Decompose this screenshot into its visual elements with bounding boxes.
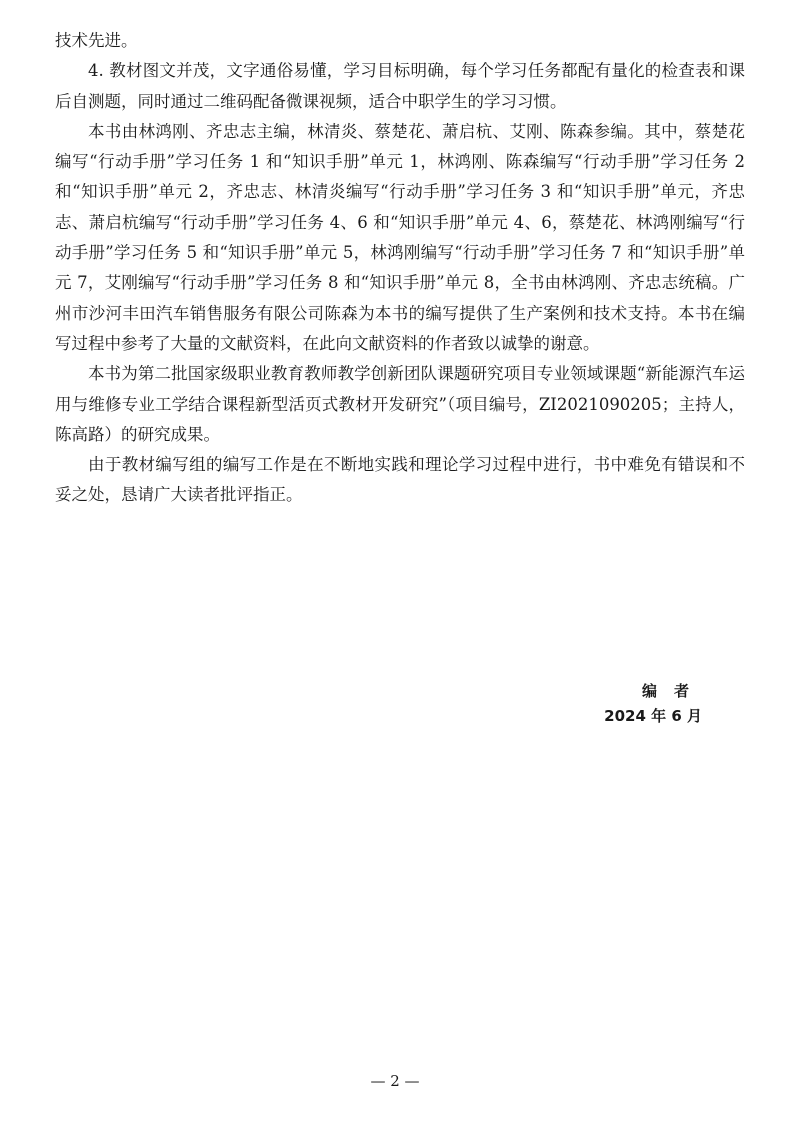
paragraph-feature-4: 4. 教材图文并茂，文字通俗易懂，学习目标明确，每个学习任务都配有量化的检查表和课后自测题，同时通过二维码配备微课视频，适合中职学生的学习习惯。 bbox=[55, 61, 745, 111]
paragraph-continuation: 技术先进。 bbox=[55, 31, 138, 50]
paragraph-apology: 由于教材编写组的编写工作是在不断地实践和理论学习过程中进行，书中难免有错误和不妥之处，恳请广大读者批评指正。 bbox=[55, 455, 745, 505]
signature-block bbox=[604, 679, 702, 729]
page-number: — 2 — bbox=[370, 1072, 420, 1090]
signature-date: 2024 年 6 月 bbox=[604, 707, 702, 725]
paragraph-authors: 本书由林鸿刚、齐忠志主编，林清炎、蔡楚花、萧启杭、艾刚、陈森参编。其中，蔡楚花编写“行动手册”学习任务 1 和“知识手册”单元 1，林鸿刚、陈森编写“行动手册”学习任务 2 和“知识手册”单元 2，齐忠志、林清炎编写“行动手册”学习任务 3 和“知识手册”单元，齐忠志、萧启杭编写“行动手册”学习任务 4、6 和“知识手册”单元 4、6，蔡楚花、林鸿刚编写“行动手册”学习任务 5 和“知识手册”单元 5，林鸿刚编写“行动手册”学习任务 7 和“知识手册”单元 7，艾刚编写“行动手册”学习任务 8 和“知识手册”单元 8，全书由林鸿刚、齐忠志统稿。广州市沙河丰田汽车销售服务有限公司陈森为本书的编写提供了生产案例和技术支持。本书在编写过程中参考了大量的文献资料，在此向文献资料的作者致以诚挚的谢意。 bbox=[55, 121, 745, 353]
signature-author: 编 者 bbox=[641, 682, 690, 700]
paragraph-research-project: 本书为第二批国家级职业教育教师教学创新团队课题研究项目专业领域课题“新能源汽车运用与维修专业工学结合课程新型活页式教材开发研究”（项目编号，ZI2021090205；主持人，陈高路）的研究成果。 bbox=[55, 364, 745, 444]
body-text bbox=[55, 26, 745, 511]
